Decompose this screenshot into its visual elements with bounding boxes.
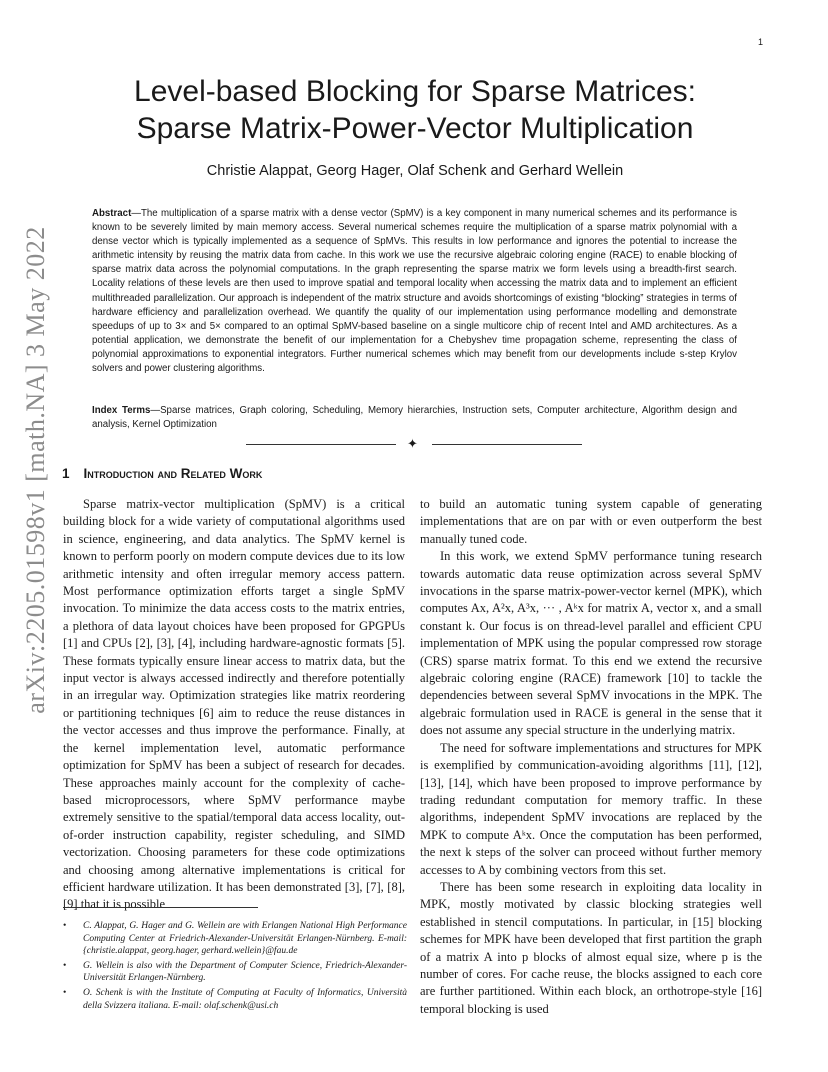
section-title: Introduction and Related Work bbox=[83, 466, 263, 481]
abstract-text: —The multiplication of a sparse matrix with a dense vector (SpMV) is a key component in many numerical schemes and its performance is known to be severely limited by main memory access. Several numerical schemes require the multiplication of a sparse matrix polynomial with a dense vector which is typically implemented as a sequence of SpMVs. This results in low performance and ignores the potential to increase the arithmetic intensity by reusing the matrix data from cache. In this work we use the recursive algebraic coloring engine (RACE) to enable blocking of sparse matrix data across the polynomial computations. In the graph representing the sparse matrix we form levels using a breadth-first search. Locality relations of these levels are then used to improve spatial and temporal locality when accessing the matrix data and to implement an efficient multithreaded parallelization. Our approach is independent of the matrix structure and avoids shortcomings of existing “blocking” strategies in terms of hardware efficiency and parallelization overhead. We quantify the quality of our implementation using performance modelling and demonstrate speedups of up to 3× and 5× compared to an optimal SpMV-based baseline on a single multicore chip of recent Intel and AMD architectures. As a potential application, we demonstrate the benefit of our implementation for a Chebyshev time propagation scheme, representing the class of polynomial approximations to exponential integrators. Further numerical schemes which may benefit from our developments include s-step Krylov solvers and power clustering algorithms. bbox=[92, 208, 737, 375]
separator-rule-right bbox=[432, 444, 582, 445]
author-list: Christie Alappat, Georg Hager, Olaf Schenk and Gerhard Wellein bbox=[206, 163, 624, 179]
abstract bbox=[92, 207, 737, 376]
section-heading bbox=[62, 466, 262, 481]
title-line-1: Level-based Blocking for Sparse Matrices: bbox=[134, 75, 696, 108]
paragraph: to build an automatic tuning system capable of generating implementations that are on par with or even outperform the best manually tuned code. bbox=[420, 497, 762, 546]
footnote-item bbox=[63, 987, 407, 1012]
index-terms-label: Index Terms bbox=[92, 405, 151, 416]
separator-diamond-icon: ✦ bbox=[407, 436, 418, 451]
bullet-icon: • bbox=[63, 987, 67, 998]
footnote-text: O. Schenk is with the Institute of Computing at Faculty of Informatics, Università della Svizzera italiana. E-mail: olaf.schenk@usi.ch bbox=[83, 987, 407, 1011]
separator-rule-left bbox=[246, 444, 396, 445]
footnote-item bbox=[63, 960, 407, 985]
bullet-icon: • bbox=[63, 960, 67, 971]
page-number: 1 bbox=[758, 37, 764, 47]
footnote-text: C. Alappat, G. Hager and G. Wellein are with Erlangen National High Performance Computing Center at Friedrich-Alexander-Universität Erlangen-Nürnberg. E-mail: {christie.alappat, georg.hager, gerhard.wellein}@fau.de bbox=[83, 921, 407, 957]
paragraph: Sparse matrix-vector multiplication (SpMV) is a critical building block for a wide variety of computational algorithms used in science, engineering, and data analytics. The SpMV kernel is known to perform poorly on modern compute devices due to its low arithmetic intensity and often irregular memory access pattern. Most performance optimization efforts target a single SpMV invocation. To minimize the data access costs to the matrix entries, a plethora of data layout choices have been proposed for GPGPUs [1] and CPUs [2], [3], [4], including hardware-agnostic formats [5]. These formats typically ensure linear access to matrix data, but the input vector is always accessed indirectly and therefore potentially in an irregular way. Optimization strategies like matrix reordering or partitioning techniques [6] aim to reduce the reuse distances in the vector accesses and thus improve the performance. Finally, at the kernel implementation level, automatic performance optimization for SpMV has been a subject of research for decades. These approaches mainly account for the complexity of cache-based microprocessors, where SpMV performance maybe extremely sensitive to the spatial/temporal data access locality, out-of-order instruction capability, register scheduling, and SIMD vectorization. Choosing parameters for these code optimizations and choosing among alternative implementations is critical for efficient hardware utilization. It has been demonstrated [3], [7], [8], [9] that it is possible bbox=[63, 497, 405, 912]
paragraph: There has been some research in exploiting data locality in MPK, mostly motivated by classic blocking strategies well established in stencil computations. In particular, in [15] blocking schemes for MPK have been developed that first partition the graph of a matrix A into p blocks of almost equal size, where p is the number of cores. For cache reuse, the blocks assigned to each core are further partitioned. Within each block, an orthotrope-style [16] temporal blocking is used bbox=[420, 879, 762, 1016]
footnote-text: G. Wellein is also with the Department of Computer Science, Friedrich-Alexander-Universität Erlangen-Nürnberg. bbox=[83, 960, 407, 984]
paragraph: The need for software implementations and structures for MPK is exemplified by communication-avoiding algorithms [11], [12], [13], [14], which have been proposed to improve performance by trading redundant computation for memory traffic. In these algorithms, independent SpMV invocations are replaced by the MPK to compute Aᵏx. Once the computation has been performed, the next k steps of the solver can proceed without further memory accesses to A by combining vectors from this set. bbox=[420, 740, 762, 877]
abstract-label: Abstract bbox=[92, 208, 132, 219]
index-terms-text: —Sparse matrices, Graph coloring, Scheduling, Memory hierarchies, Instruction sets, Computer architecture, Algorithm design and analysis, Kernel Optimization bbox=[92, 405, 737, 431]
index-terms bbox=[92, 404, 737, 432]
paragraph: In this work, we extend SpMV performance tuning research towards automatic data reuse optimization across several SpMV invocations in the sparse matrix-power-vector kernel (MPK), which computes Ax, A²x, A³x, ··· , Aᵏx for matrix A, vector x, and a small constant k. Our focus is on thread-level parallel and efficient CPU implementation of MPK using the popular compressed row storage (CRS) sparse matrix format. To this end we extend the recursive algebraic coloring engine (RACE) framework [10] to tackle the dependencies between several SpMV invocations in the MPK. The algebraic formulation used in RACE is general in the sense that it does not assume any special structure in the underlying matrix. bbox=[420, 549, 762, 738]
footnote-item bbox=[63, 920, 407, 958]
arxiv-identifier: arXiv:2205.01598v1 [math.NA] 3 May 2022 bbox=[21, 226, 50, 714]
body-column-left bbox=[63, 496, 405, 914]
footnote-rule bbox=[63, 907, 258, 908]
title-line-2: Sparse Matrix-Power-Vector Multiplication bbox=[136, 112, 694, 145]
body-column-right bbox=[420, 496, 762, 1018]
bullet-icon: • bbox=[63, 921, 67, 931]
footnotes bbox=[63, 920, 407, 1014]
paper-title bbox=[90, 73, 740, 147]
section-number: 1 bbox=[62, 466, 70, 481]
